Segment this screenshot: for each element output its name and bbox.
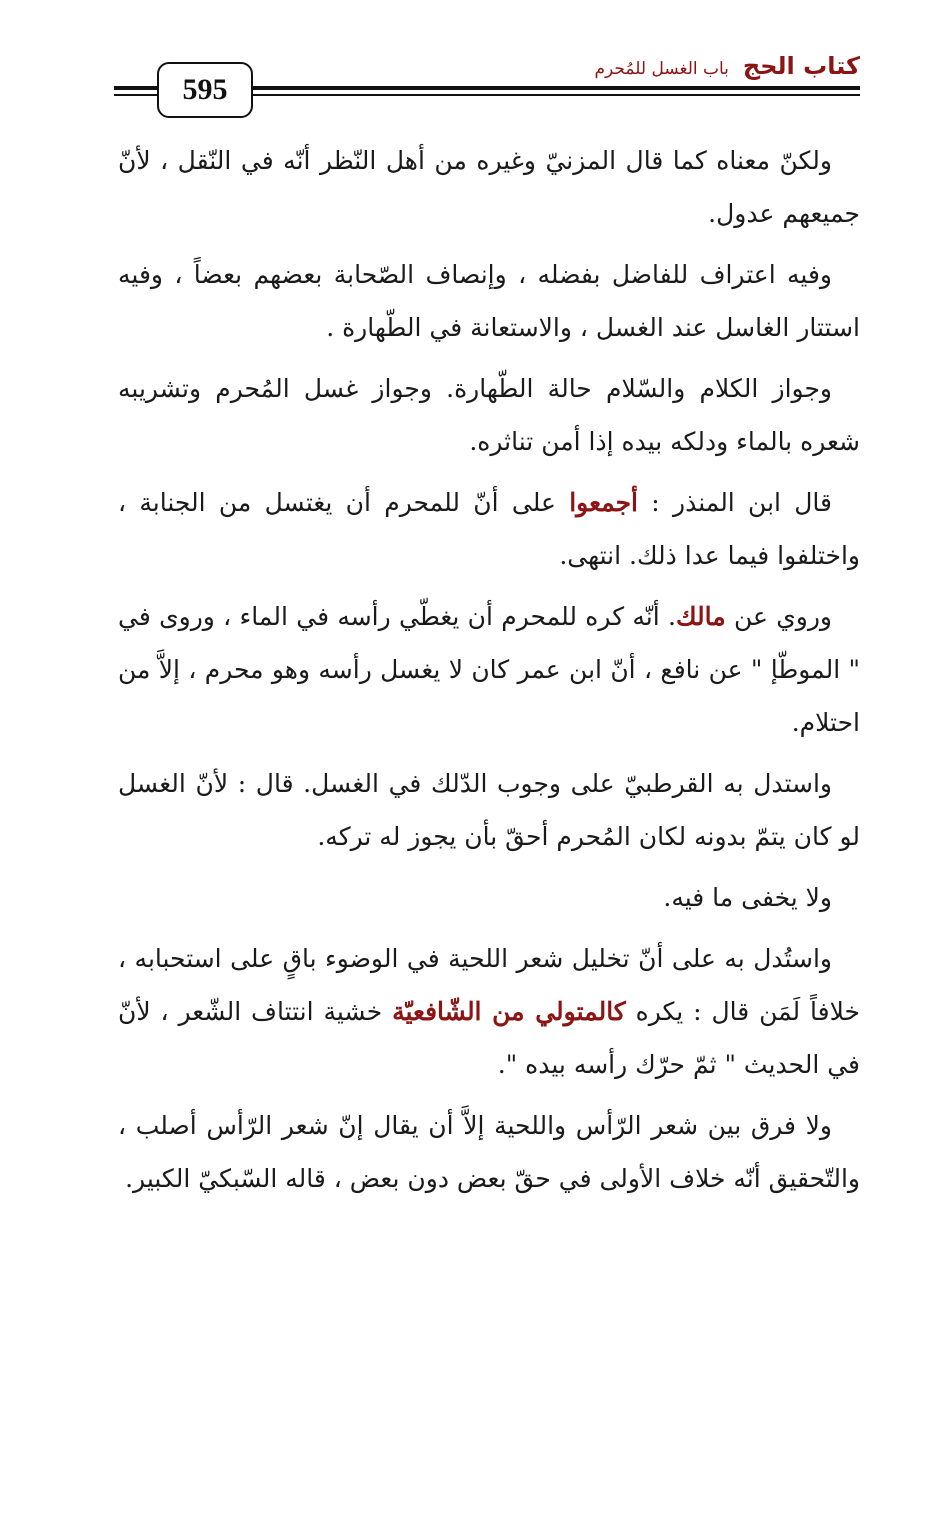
paragraph-7 <box>118 871 860 924</box>
paragraph-1 <box>118 134 860 240</box>
paragraph-text: ولا يخفى ما فيه. <box>663 883 832 912</box>
paragraph-text: وفيه اعتراف للفاضل بفضله ، وإنصاف الصّحابة بعضهم بعضاً ، وفيه استتار الغاسل عند الغسل ، والاستعانة في الطّهارة . <box>118 260 860 342</box>
page-number-box <box>157 62 253 118</box>
paragraph-text: . أنّه كره للمحرم أن يغطّي رأسه في الماء ، وروى في " الموطّإ " عن نافع ، أنّ ابن عمر كان لا يغسل رأسه وهو محرم ، إلاَّ من احتلام. <box>118 602 860 737</box>
paragraph-6 <box>118 757 860 863</box>
highlighted-term: أجمعوا <box>569 488 638 517</box>
paragraph-text: وجواز الكلام والسّلام حالة الطّهارة. وجواز غسل المُحرم وتشريبه شعره بالماء ودلكه بيده إذا أمن تناثره. <box>118 374 860 456</box>
paragraph-5 <box>118 590 860 749</box>
highlighted-term: كالمتولي من الشّافعيّة <box>392 997 626 1026</box>
chapter-title: باب الغسل للمُحرم <box>594 59 729 79</box>
paragraph-text: واستدل به القرطبيّ على وجوب الدّلك في الغسل. قال : لأنّ الغسل لو كان يتمّ بدونه لكان المُحرم أحقّ بأن يجوز له تركه. <box>118 769 860 851</box>
paragraph-3 <box>118 362 860 468</box>
paragraph-text: واستُدل به على أنّ تخليل شعر اللحية في الوضوء باقٍ على استحبابه ، خلافاً لَمَن قال : يكره <box>118 944 860 1026</box>
header-titles <box>595 52 860 80</box>
paragraph-text: ولكنّ معناه كما قال المزنيّ وغيره من أهل النّظر أنّه في النّقل ، لأنّ جميعهم عدول. <box>118 146 860 228</box>
book-title: كتاب الحج <box>742 52 860 80</box>
paragraph-text: خشية انتتاف الشّعر ، لأنّ في الحديث " ثمّ حرّك رأسه بيده ". <box>118 997 860 1079</box>
paragraph-text: ولا فرق بين شعر الرّأس واللحية إلاَّ أن يقال إنّ شعر الرّأس أصلب ، والتّحقيق أنّه خلاف الأولى في حقّ بعض دون بعض ، قاله السّبكيّ الكبير. <box>118 1111 860 1193</box>
highlighted-term: مالك <box>675 602 726 631</box>
paragraph-text: قال ابن المنذر : <box>638 488 832 517</box>
page-body <box>118 134 860 1213</box>
paragraph-9 <box>118 1099 860 1205</box>
paragraph-2 <box>118 248 860 354</box>
page-number: 595 <box>182 73 228 106</box>
page-header <box>0 0 945 130</box>
paragraph-4 <box>118 476 860 582</box>
paragraph-text: وروي عن <box>725 602 832 631</box>
paragraph-text: على أنّ للمحرم أن يغتسل من الجنابة ، واختلفوا فيما عدا ذلك. انتهى. <box>118 488 860 570</box>
paragraph-8 <box>118 932 860 1091</box>
